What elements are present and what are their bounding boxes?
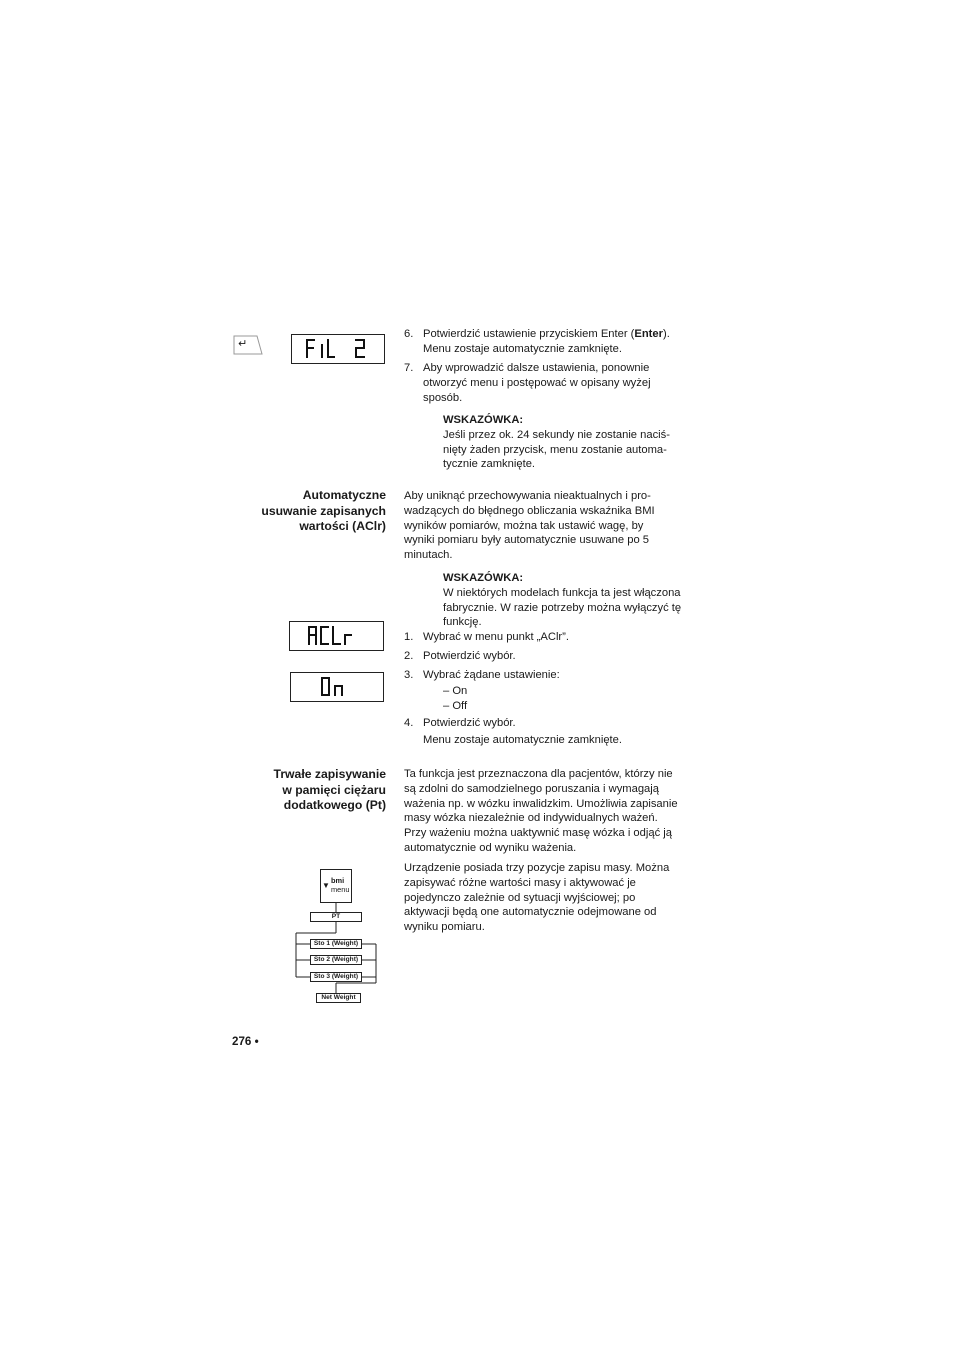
- note-title: WSKAZÓWKA:: [443, 414, 524, 426]
- section-heading-pt: Trwałe zapisywanie w pamięci ciężaru dodatkowego (Pt): [273, 767, 386, 813]
- section-heading-aclr: Automatyczne usuwanie zapisanych wartości (AClr): [261, 488, 386, 534]
- lcd-display-on: [290, 672, 384, 702]
- aclr-options: [443, 684, 695, 714]
- sto2-box: Sto 2 (Weight): [310, 955, 362, 965]
- note-1: WSKAZÓWKA: Jeśli przez ok. 24 sekundy nie zostanie naciś- nięty żaden przycisk, menu zostanie automa- tycznie zamknięte.: [443, 414, 670, 471]
- enter-key-glyph: ↵: [238, 338, 248, 350]
- bmi-menu-key: ▼ bmi menu: [320, 869, 352, 903]
- section-pt-para-1: Ta funkcja jest przeznaczona dla pacjentów, którzy nie są zdolni do samodzielnego poruszania i wymagają ważenia np. w wózku inwalidzkim. Umożliwia zapisanie masy wózka niezależnie od indywidualnych ważeń. Przy ważeniu można uaktywnić masę wózka i odjąć ją automatycznie od wyniku ważenia.: [404, 768, 678, 854]
- lcd-display-aclr: [289, 621, 384, 651]
- pt-box: PT: [310, 912, 362, 922]
- page-number: 276 •: [232, 1035, 259, 1048]
- net-weight-box: Net Weight: [316, 993, 361, 1003]
- sto1-box: Sto 1 (Weight): [310, 939, 362, 949]
- option-off: – Off: [443, 699, 468, 712]
- note-2: WSKAZÓWKA: W niektórych modelach funkcja ta jest włączona fabrycznie. W razie potrzeby można wyłączyć tę funkcję.: [443, 572, 682, 629]
- section-pt-para-2: Urządzenie posiada trzy pozycje zapisu masy. Można zapisywać różne wartości masy i aktywować je pojedynczo zależnie od sytuacji wyjściowej; po aktywacji będą one automatycznie odejmowane od wyniku pomiaru.: [404, 862, 670, 934]
- section-body-aclr: Aby uniknąć przechowywania nieaktualnych i pro- wadzących do błędnego obliczania wskaźnika BMI wyników pomiarów, można tak ustawić wagę, by wyniki pomiaru były automatycznie usuwane po 5 minutach.: [404, 490, 655, 562]
- menu-diagram: [290, 866, 382, 1008]
- enter-key-icon: [233, 335, 263, 355]
- note-title: WSKAZÓWKA:: [443, 572, 524, 584]
- down-arrow-icon: ▼: [322, 881, 330, 890]
- enter-key-label: Enter: [634, 328, 663, 340]
- sto3-box: Sto 3 (Weight): [310, 972, 362, 982]
- lcd-display-fil2: [291, 334, 385, 364]
- option-on: – On: [443, 685, 468, 697]
